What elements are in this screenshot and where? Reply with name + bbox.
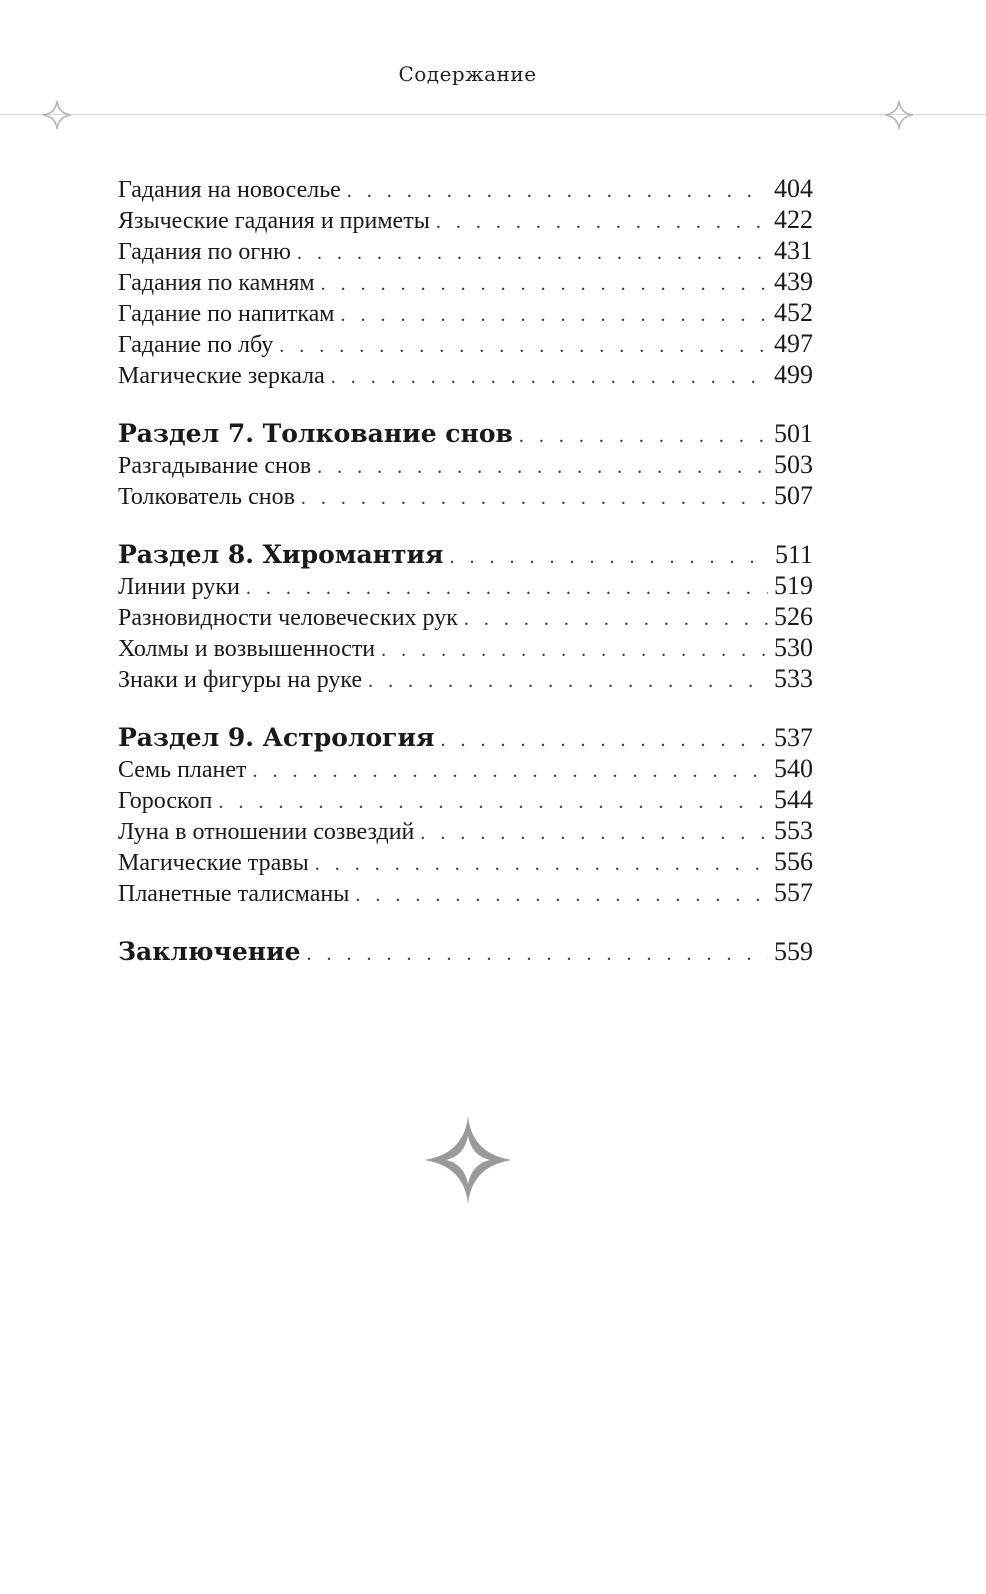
dot-leader <box>246 572 768 604</box>
entry-title: Планетные талисманы <box>118 881 350 907</box>
page-number: 559 <box>774 937 813 966</box>
page-number: 507 <box>774 481 813 510</box>
toc-entry-row <box>118 297 813 328</box>
dot-leader <box>381 634 768 666</box>
dot-leader <box>301 482 768 514</box>
dot-leader <box>253 755 768 787</box>
toc-entry-row <box>118 815 813 846</box>
entry-title: Линии руки <box>118 574 240 600</box>
entry-title: Гороскоп <box>118 788 213 814</box>
toc-entry-row <box>118 173 813 204</box>
toc-entry-row <box>118 632 813 663</box>
dot-leader <box>279 330 768 362</box>
page-number: 497 <box>774 329 813 358</box>
entry-title: Гадания на новоселье <box>118 177 341 203</box>
section-title: Раздел 9. Астрология <box>118 723 435 752</box>
entry-title: Гадание по лбу <box>118 332 274 358</box>
toc-entry-row <box>118 784 813 815</box>
dot-leader <box>519 418 768 452</box>
section-title: Раздел 7. Толкование снов <box>118 419 513 448</box>
dot-leader <box>368 665 768 697</box>
entry-title: Разгадывание снов <box>118 453 312 479</box>
dot-leader <box>420 817 768 849</box>
dot-leader <box>307 936 769 970</box>
entry-title: Холмы и возвышенности <box>118 636 376 662</box>
toc-group <box>118 173 813 390</box>
dot-leader <box>321 268 768 300</box>
page-number: 537 <box>774 723 813 752</box>
dot-leader <box>218 786 768 818</box>
section-title: Раздел 8. Хиромантия <box>118 540 444 569</box>
dot-leader <box>331 361 768 393</box>
page-number: 431 <box>774 236 813 265</box>
page-number: 530 <box>774 633 813 662</box>
page-number: 439 <box>774 267 813 296</box>
page-number: 553 <box>774 816 813 845</box>
table-of-contents <box>118 173 813 995</box>
toc-section-row <box>118 539 813 570</box>
toc-section-row <box>118 936 813 967</box>
dot-leader <box>347 175 768 207</box>
entry-title: Гадания по огню <box>118 239 291 265</box>
toc-entry-row <box>118 877 813 908</box>
dot-leader <box>449 539 768 573</box>
page-number: 511 <box>774 540 813 569</box>
toc-entry-row <box>118 204 813 235</box>
dot-leader <box>340 299 768 331</box>
small-star-left-icon <box>42 100 72 130</box>
entry-title: Магические травы <box>118 850 309 876</box>
dot-leader <box>297 237 768 269</box>
page-number: 533 <box>774 664 813 693</box>
page-number: 452 <box>774 298 813 327</box>
page-number: 544 <box>774 785 813 814</box>
dot-leader <box>317 451 768 483</box>
page-number: 519 <box>774 571 813 600</box>
toc-group <box>118 418 813 511</box>
toc-entry-row <box>118 328 813 359</box>
toc-entry-row <box>118 570 813 601</box>
toc-entry-row <box>118 235 813 266</box>
toc-entry-row <box>118 449 813 480</box>
entry-title: Магические зеркала <box>118 363 325 389</box>
toc-entry-row <box>118 846 813 877</box>
page-number: 499 <box>774 360 813 389</box>
page-number: 501 <box>774 419 813 448</box>
entry-title: Луна в отношении созвездий <box>118 819 415 845</box>
page-number: 540 <box>774 754 813 783</box>
toc-entry-row <box>118 480 813 511</box>
toc-entry-row <box>118 663 813 694</box>
entry-title: Семь планет <box>118 757 247 783</box>
small-star-right-icon <box>884 100 914 130</box>
running-head: Содержание <box>398 62 537 86</box>
section-title: Заключение <box>118 937 301 966</box>
dot-leader <box>441 722 768 756</box>
toc-section-row <box>118 722 813 753</box>
toc-group <box>118 722 813 908</box>
page-number: 556 <box>774 847 813 876</box>
toc-entry-row <box>118 601 813 632</box>
entry-title: Знаки и фигуры на руке <box>118 667 363 693</box>
toc-entry-row <box>118 753 813 784</box>
toc-group <box>118 539 813 694</box>
entry-title: Гадание по напиткам <box>118 301 335 327</box>
page-number: 503 <box>774 450 813 479</box>
page-number: 526 <box>774 602 813 631</box>
toc-group <box>118 936 813 967</box>
dot-leader <box>355 879 768 911</box>
header-rule <box>0 114 986 115</box>
toc-entry-row <box>118 266 813 297</box>
entry-title: Толкователь снов <box>118 484 295 510</box>
page-number: 422 <box>774 205 813 234</box>
dot-leader <box>436 206 768 238</box>
dot-leader <box>315 848 768 880</box>
dot-leader <box>464 603 768 635</box>
entry-title: Языческие гадания и приметы <box>118 208 430 234</box>
entry-title: Гадания по камням <box>118 270 315 296</box>
toc-entry-row <box>118 359 813 390</box>
four-point-star-icon <box>422 1114 514 1206</box>
page-number: 557 <box>774 878 813 907</box>
toc-section-row <box>118 418 813 449</box>
entry-title: Разновидности человеческих рук <box>118 605 458 631</box>
page-number: 404 <box>774 174 813 203</box>
